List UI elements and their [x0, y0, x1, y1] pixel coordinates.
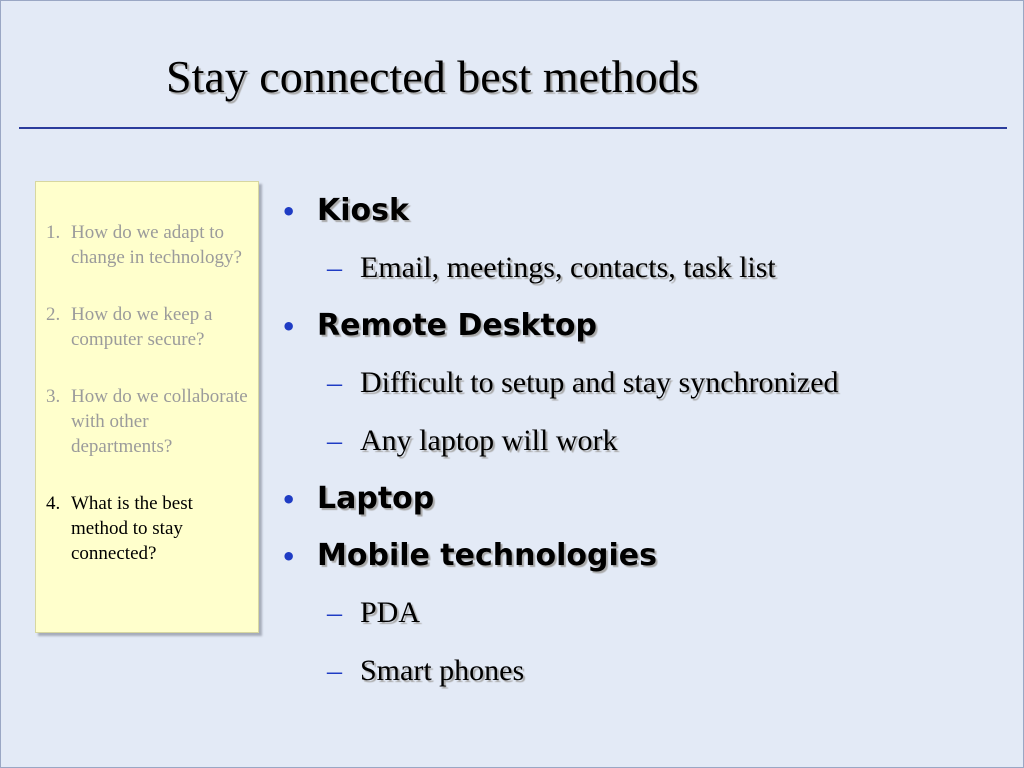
sub-bullet-marker: –	[327, 654, 342, 687]
agenda-item	[46, 302, 248, 352]
sub-bullet-item	[279, 417, 1009, 475]
agenda-item-number: 3.	[46, 386, 61, 407]
sub-bullet-text: Smart phones	[360, 654, 525, 687]
bullet-marker: •	[281, 543, 297, 571]
agenda-item-text: What is the best method to stay connected?	[71, 493, 193, 564]
sub-bullet-item	[279, 244, 1009, 302]
sub-bullet-marker: –	[327, 366, 342, 399]
bullet-text: Mobile technologies	[317, 538, 657, 573]
bullet-marker: •	[281, 486, 297, 514]
sub-bullet-text: Email, meetings, contacts, task list	[360, 251, 776, 284]
sub-bullet-text: Any laptop will work	[360, 424, 618, 457]
agenda-list	[36, 182, 258, 566]
sub-bullet-text: PDA	[360, 596, 421, 629]
bullet-marker: •	[281, 198, 297, 226]
agenda-item	[46, 384, 248, 459]
agenda-item-text: How do we collaborate with other departments?	[71, 386, 248, 457]
sub-bullet-item	[279, 647, 1009, 705]
bullet-item	[279, 532, 1009, 589]
agenda-item-number: 4.	[46, 493, 61, 514]
bullet-item	[279, 475, 1009, 532]
bullet-item	[279, 302, 1009, 359]
sub-bullet-item	[279, 589, 1009, 647]
bullet-text: Kiosk	[317, 193, 409, 228]
agenda-item-text: How do we adapt to change in technology?	[71, 222, 242, 268]
agenda-item-number: 2.	[46, 304, 61, 325]
agenda-item	[46, 220, 248, 270]
agenda-panel	[35, 181, 259, 633]
title-underline	[19, 127, 1007, 129]
sub-bullet-marker: –	[327, 251, 342, 284]
agenda-item-text: How do we keep a computer secure?	[71, 304, 213, 350]
sub-bullet-marker: –	[327, 424, 342, 457]
bullet-item	[279, 187, 1009, 244]
bullet-list	[279, 187, 1009, 705]
agenda-item-number: 1.	[46, 222, 61, 243]
sub-bullet-marker: –	[327, 596, 342, 629]
sub-bullet-text: Difficult to setup and stay synchronized	[360, 366, 839, 399]
slide-title: Stay connected best methods	[166, 51, 699, 102]
bullet-marker: •	[281, 313, 297, 341]
sub-bullet-item	[279, 359, 1009, 417]
bullet-text: Laptop	[317, 481, 435, 516]
bullet-text: Remote Desktop	[317, 308, 597, 343]
agenda-item-current	[46, 491, 248, 566]
